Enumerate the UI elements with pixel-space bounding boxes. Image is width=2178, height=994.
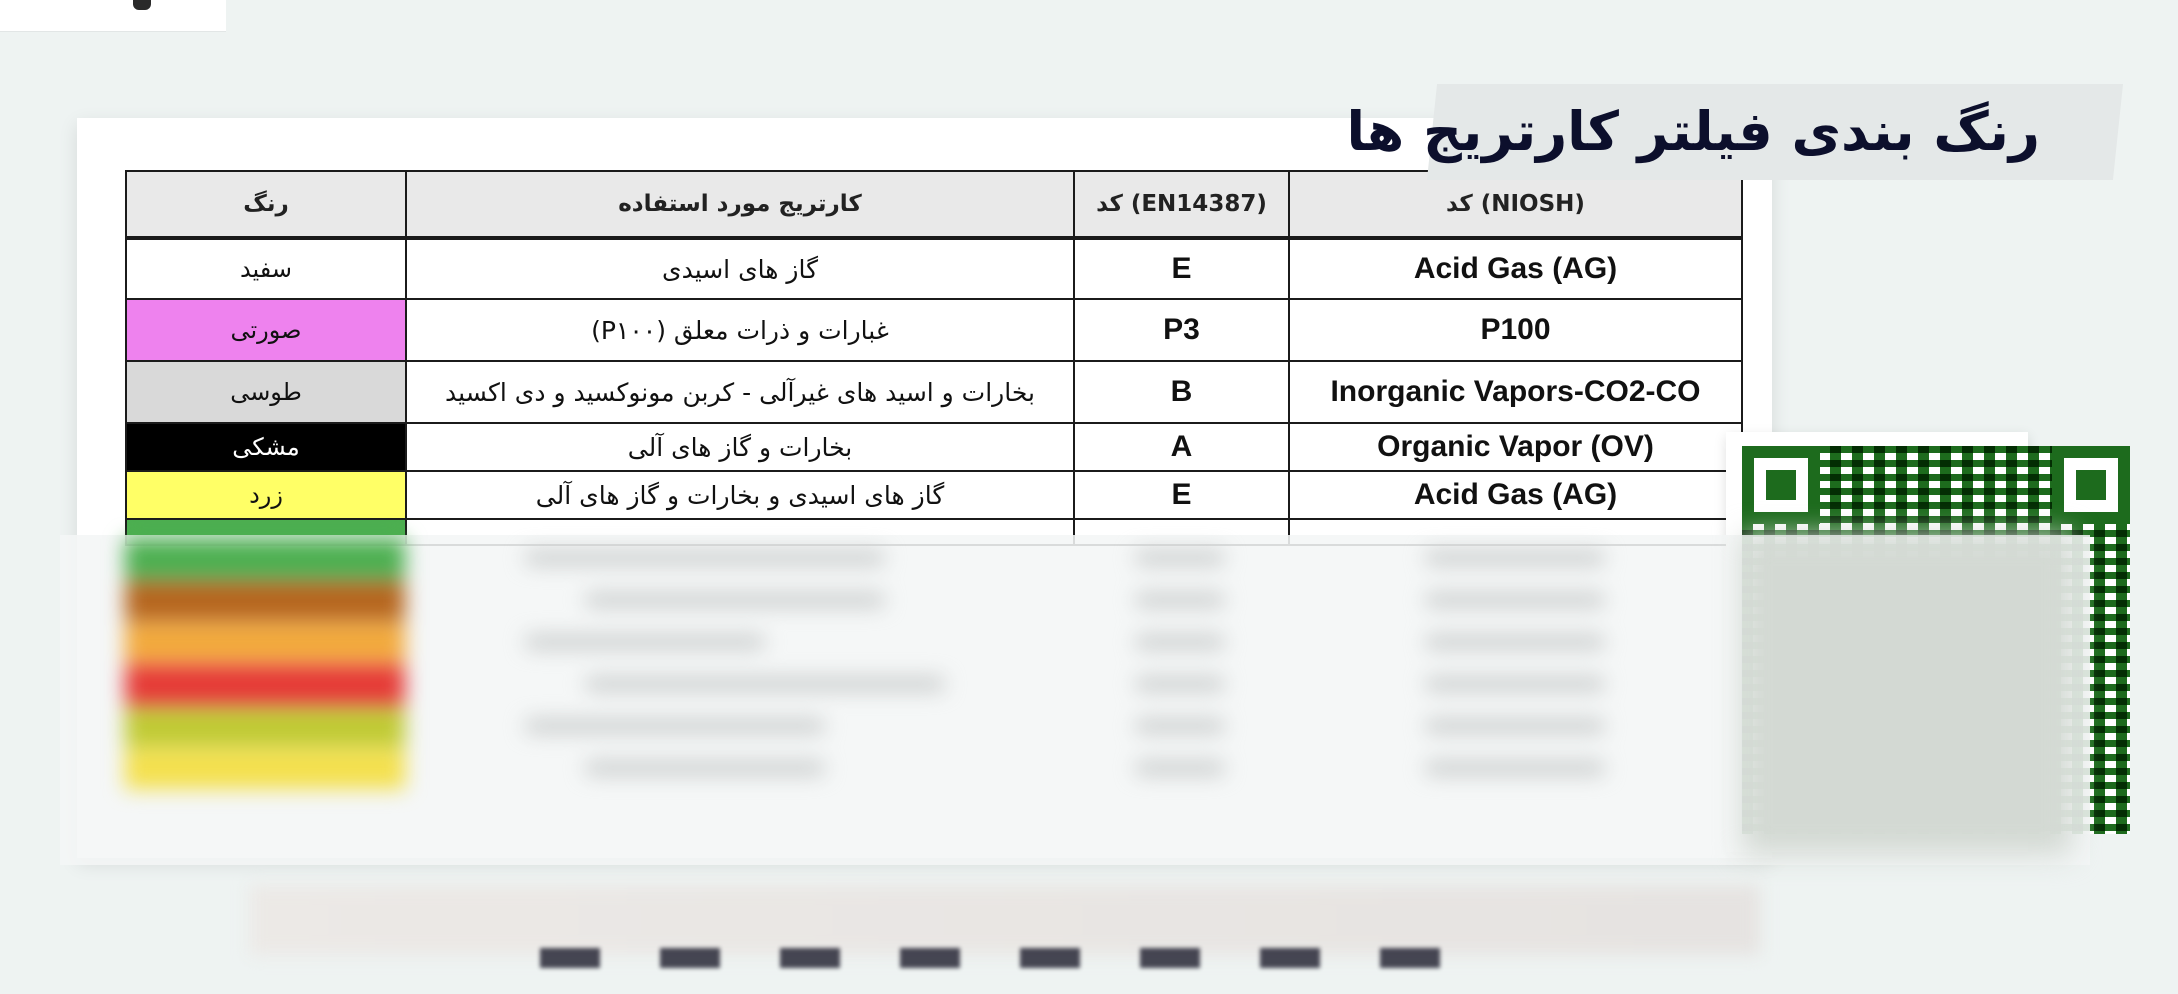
- table-row: [126, 423, 1742, 471]
- en-code-cell: E: [1074, 238, 1289, 299]
- page-title: رنگ بندی فیلتر کارتریج ها: [1346, 100, 2040, 163]
- color-cell: مشکی: [126, 423, 406, 471]
- blurred-text-line: [585, 761, 825, 775]
- blurred-text-line: [525, 635, 765, 649]
- table-row: [126, 471, 1742, 519]
- header-color: رنگ: [126, 171, 406, 238]
- color-cell: زرد: [126, 471, 406, 519]
- blurred-text-line: [1425, 719, 1605, 733]
- table-row: [126, 299, 1742, 361]
- blurred-text-line: [1135, 635, 1225, 649]
- table-header-row: [126, 171, 1742, 238]
- en-code-cell: P3: [1074, 299, 1289, 361]
- blurred-text-line: [1425, 635, 1605, 649]
- usage-cell: گاز های اسیدی: [406, 238, 1074, 299]
- site-logo-box: [0, 0, 226, 32]
- niosh-code-cell: Inorganic Vapors-CO2-CO: [1289, 361, 1742, 423]
- blurred-text-line: [525, 719, 825, 733]
- cartridge-color-table: [125, 170, 1743, 546]
- blurred-color-band: [125, 707, 405, 747]
- blurred-table-rows: [125, 535, 1741, 825]
- blurred-text-line: [1425, 593, 1605, 607]
- blurred-text-line: [585, 677, 945, 691]
- blurred-text-line: [1425, 551, 1605, 565]
- usage-cell: گاز های اسیدی و بخارات و گاز های آلی: [406, 471, 1074, 519]
- blurred-qr-area: [1742, 535, 2072, 855]
- blurred-text-line: [1425, 677, 1605, 691]
- en-code-cell: A: [1074, 423, 1289, 471]
- qr-finder-pattern: [1742, 446, 1820, 524]
- blurred-text-line: [1135, 719, 1225, 733]
- usage-cell: بخارات و گاز های آلی: [406, 423, 1074, 471]
- header-usage: کارتریج مورد استفاده: [406, 171, 1074, 238]
- blurred-caption: [270, 895, 1730, 945]
- blurred-color-band: [125, 623, 405, 663]
- blurred-text-line: [1135, 551, 1225, 565]
- blurred-text-line: [1135, 677, 1225, 691]
- color-cell: سفید: [126, 238, 406, 299]
- niosh-code-cell: P100: [1289, 299, 1742, 361]
- niosh-code-cell: Organic Vapor (OV): [1289, 423, 1742, 471]
- table-row: [126, 238, 1742, 299]
- niosh-code-cell: Acid Gas (AG): [1289, 238, 1742, 299]
- blurred-color-band: [125, 581, 405, 621]
- blurred-text-line: [1135, 593, 1225, 607]
- blurred-text-line: [525, 551, 885, 565]
- logo-icon: [133, 0, 151, 10]
- color-cell: طوسی: [126, 361, 406, 423]
- blurred-color-band: [125, 665, 405, 705]
- blurred-text-line: [1135, 761, 1225, 775]
- en-code-cell: B: [1074, 361, 1289, 423]
- usage-cell: غبارات و ذرات معلق (P۱۰۰): [406, 299, 1074, 361]
- blurred-text-line: [585, 593, 885, 607]
- blurred-bottom-text: [540, 948, 1470, 968]
- blurred-color-band: [125, 749, 405, 789]
- header-en14387: کد (EN14387): [1074, 171, 1289, 238]
- usage-cell: بخارات و اسید های غیرآلی - کربن مونوکسید و دی اکسید: [406, 361, 1074, 423]
- niosh-code-cell: Acid Gas (AG): [1289, 471, 1742, 519]
- color-cell: صورتی: [126, 299, 406, 361]
- blurred-color-band: [125, 539, 405, 579]
- table-row: [126, 361, 1742, 423]
- en-code-cell: E: [1074, 471, 1289, 519]
- blurred-text-line: [1425, 761, 1605, 775]
- qr-finder-pattern: [2052, 446, 2130, 524]
- header-niosh: کد (NIOSH): [1289, 171, 1742, 238]
